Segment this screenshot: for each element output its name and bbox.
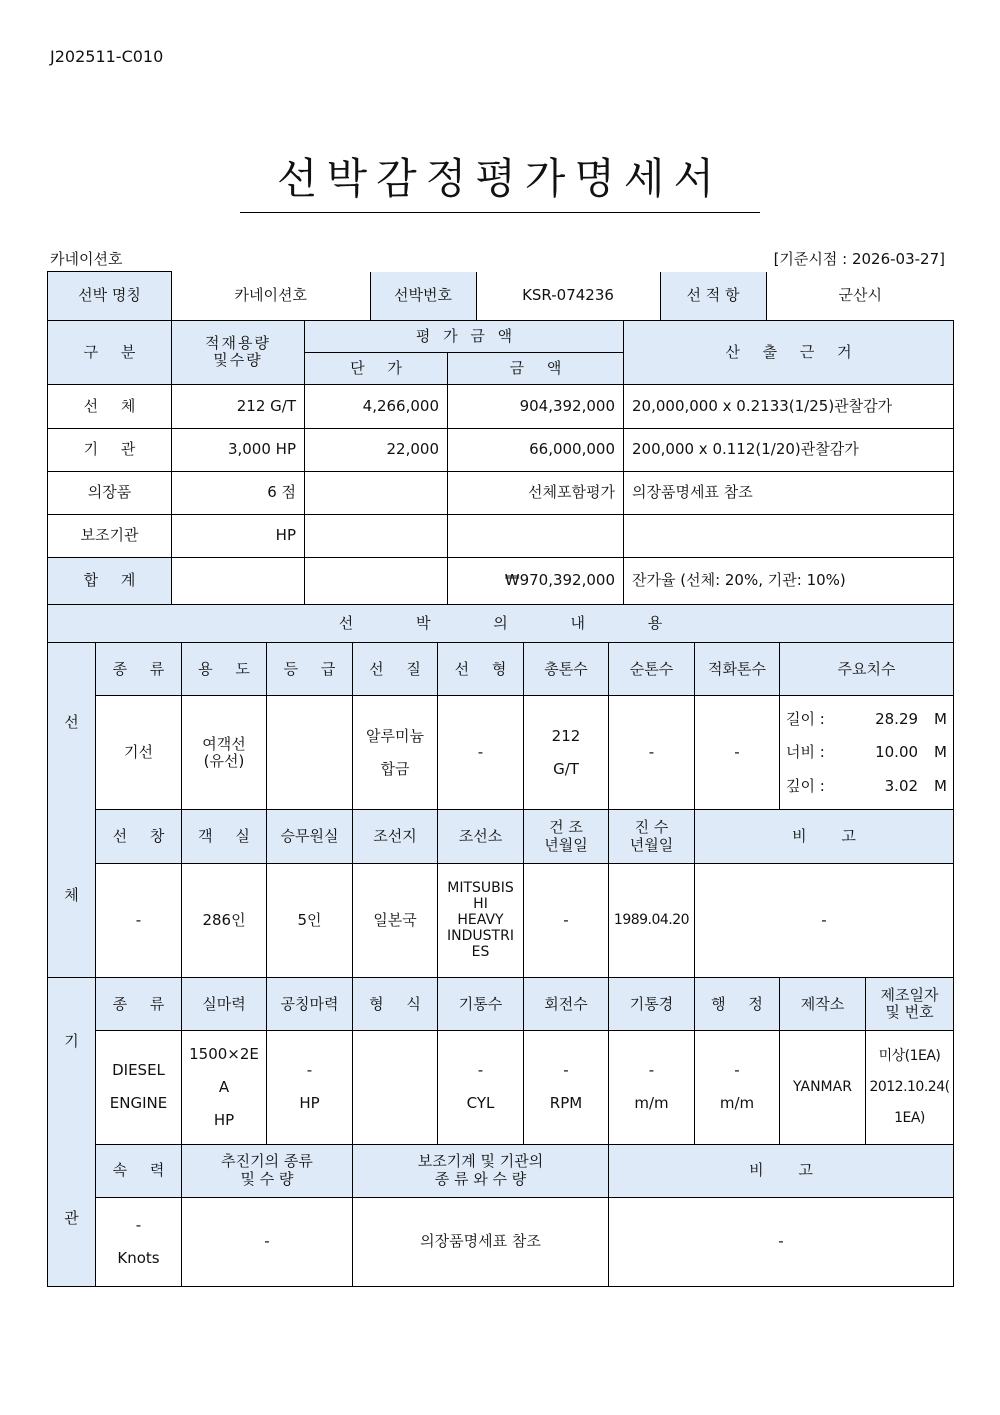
hull-header: 선 형 (438, 643, 524, 696)
dim-label: 깊이 : (786, 776, 825, 795)
engine-auxiliary: 의장품명세표 참조 (353, 1197, 609, 1286)
row-category: 의장품 (48, 471, 172, 514)
unit-price-header: 단 가 (305, 352, 448, 384)
basis-header: 산 출 근 거 (624, 320, 954, 384)
ship-details-table (47, 642, 954, 1287)
row-basis: 200,000 x 0.112(1/20)관찰감가 (624, 428, 954, 471)
row-basis (624, 514, 954, 557)
category-header: 구 분 (48, 320, 172, 384)
engine-side-top: 기 (64, 1032, 79, 1050)
hull-net: - (609, 696, 695, 810)
document-id: J202511-C010 (50, 47, 164, 66)
ship-no: KSR-074236 (476, 272, 660, 320)
engine-header: 형 식 (353, 978, 438, 1031)
row-unit-price: 4,266,000 (305, 384, 448, 428)
row-capacity: 6 점 (172, 471, 305, 514)
hull-header2: 건 조 년월일 (524, 810, 609, 863)
hull-header: 순톤수 (609, 643, 695, 696)
row-category: 보조기관 (48, 514, 172, 557)
hull-header2: 선 창 (96, 810, 182, 863)
port: 군산시 (766, 272, 954, 320)
hull-build-date: - (524, 863, 609, 977)
hull-header2: 진 수 년월일 (609, 810, 695, 863)
hull-gross: 212 G/T (524, 696, 609, 810)
engine-stroke: - m/m (695, 1031, 780, 1144)
hull-header: 주요치수 (780, 643, 954, 696)
dim-value: 3.02 (884, 776, 919, 795)
row-category: 기 관 (48, 428, 172, 471)
hull-hold: - (96, 863, 182, 977)
engine-header2: 추진기의 종류 및 수 량 (182, 1144, 353, 1197)
row-basis: 20,000,000 x 0.2133(1/25)관찰감가 (624, 384, 954, 428)
hull-grade (267, 696, 353, 810)
engine-header2: 보조기계 및 기관의 종 류 와 수 량 (353, 1144, 609, 1197)
engine-form (353, 1031, 438, 1144)
port-label: 선 적 항 (660, 272, 766, 320)
row-unit-price (305, 514, 448, 557)
hull-side-bottom: 체 (64, 886, 79, 905)
section-title: 선 박 의 내 용 (48, 604, 954, 642)
dim-width (780, 736, 953, 770)
engine-header: 종 류 (96, 978, 182, 1031)
hull-header: 적화톤수 (695, 643, 780, 696)
row-amount (448, 514, 624, 557)
hull-header: 용 도 (182, 643, 267, 696)
total-amount: ₩970,392,000 (448, 557, 624, 604)
dim-label: 길이 : (786, 709, 825, 728)
engine-remarks: - (609, 1197, 954, 1286)
ship-label: 카네이션호 (50, 250, 123, 268)
engine-cylinders: - CYL (438, 1031, 524, 1144)
hull-header2: 비 고 (695, 810, 954, 863)
hull-use: 여객선 (유선) (182, 696, 267, 810)
total-basis: 잔가율 (선체: 20%, 기관: 10%) (624, 557, 954, 604)
hull-header: 총톤수 (524, 643, 609, 696)
amount-header: 금 액 (448, 352, 624, 384)
row-unit-price: 22,000 (305, 428, 448, 471)
dim-unit: M (934, 776, 947, 795)
capacity-header: 적재용량 및수량 (172, 320, 305, 384)
hull-header: 선 질 (353, 643, 438, 696)
hull-kind: 기선 (96, 696, 182, 810)
page-title: 선박감정평가명세서 (240, 146, 760, 213)
engine-header: 기통경 (609, 978, 695, 1031)
appraisal-table (47, 271, 954, 643)
hull-launch-date: 1989.04.20 (609, 863, 695, 977)
engine-propeller: - (182, 1197, 353, 1286)
engine-header2: 속 력 (96, 1144, 182, 1197)
engine-header: 실마력 (182, 978, 267, 1031)
hull-header: 등 급 (267, 643, 353, 696)
hull-header2: 조선소 (438, 810, 524, 863)
engine-header: 회전수 (524, 978, 609, 1031)
hull-material: 알루미늄 합금 (353, 696, 438, 810)
engine-nominal-hp: - HP (267, 1031, 353, 1144)
row-basis: 의장품명세표 참조 (624, 471, 954, 514)
engine-type: DIESEL ENGINE (96, 1031, 182, 1144)
hull-header2: 조선지 (353, 810, 438, 863)
hull-dimensions (780, 703, 953, 804)
engine-manufacture-date: 미상(1EA) 2012.10.24( 1EA) (866, 1031, 954, 1144)
engine-bore: - m/m (609, 1031, 695, 1144)
engine-header2: 비 고 (609, 1144, 954, 1197)
hull-build-place: 일본국 (353, 863, 438, 977)
row-amount: 선체포함평가 (448, 471, 624, 514)
hull-form: - (438, 696, 524, 810)
engine-maker: YANMAR (780, 1031, 866, 1144)
hull-cargo: - (695, 696, 780, 810)
row-unit-price (305, 471, 448, 514)
hull-side-top: 선 (64, 713, 79, 731)
row-amount: 904,392,000 (448, 384, 624, 428)
dim-unit: M (934, 709, 947, 728)
row-amount: 66,000,000 (448, 428, 624, 471)
engine-header: 행 정 (695, 978, 780, 1031)
engine-header: 제조일자 및 번호 (866, 978, 954, 1031)
row-category: 선 체 (48, 384, 172, 428)
hull-header2: 승무원실 (267, 810, 353, 863)
dim-unit: M (934, 743, 947, 762)
engine-actual-hp: 1500×2E A HP (182, 1031, 267, 1144)
engine-header: 공칭마력 (267, 978, 353, 1031)
row-capacity: 212 G/T (172, 384, 305, 428)
base-date: [기준시점 : 2026-03-27] (773, 250, 945, 268)
row-capacity: 3,000 HP (172, 428, 305, 471)
hull-crew-room: 5인 (267, 863, 353, 977)
ship-no-label: 선박번호 (370, 272, 476, 320)
hull-header2: 객 실 (182, 810, 267, 863)
hull-remarks: - (695, 863, 954, 977)
dim-value: 28.29 (875, 709, 919, 728)
engine-rpm: - RPM (524, 1031, 609, 1144)
engine-header: 제작소 (780, 978, 866, 1031)
dim-label: 너비 : (786, 743, 825, 762)
hull-shipyard: MITSUBIS HI HEAVY INDUSTRI ES (438, 863, 524, 977)
engine-header: 기통수 (438, 978, 524, 1031)
engine-speed: - Knots (96, 1197, 182, 1286)
value-header: 평 가 금 액 (305, 320, 624, 352)
dim-length (780, 703, 953, 737)
total-label: 합 계 (48, 557, 172, 604)
hull-header: 종 류 (96, 643, 182, 696)
dim-depth (780, 770, 953, 804)
engine-side-bottom: 관 (64, 1209, 79, 1228)
ship-name-label: 선박 명칭 (48, 272, 172, 321)
hull-cabin: 286인 (182, 863, 267, 977)
dim-value: 10.00 (875, 743, 919, 762)
row-capacity: HP (172, 514, 305, 557)
ship-name: 카네이션호 (172, 272, 370, 320)
